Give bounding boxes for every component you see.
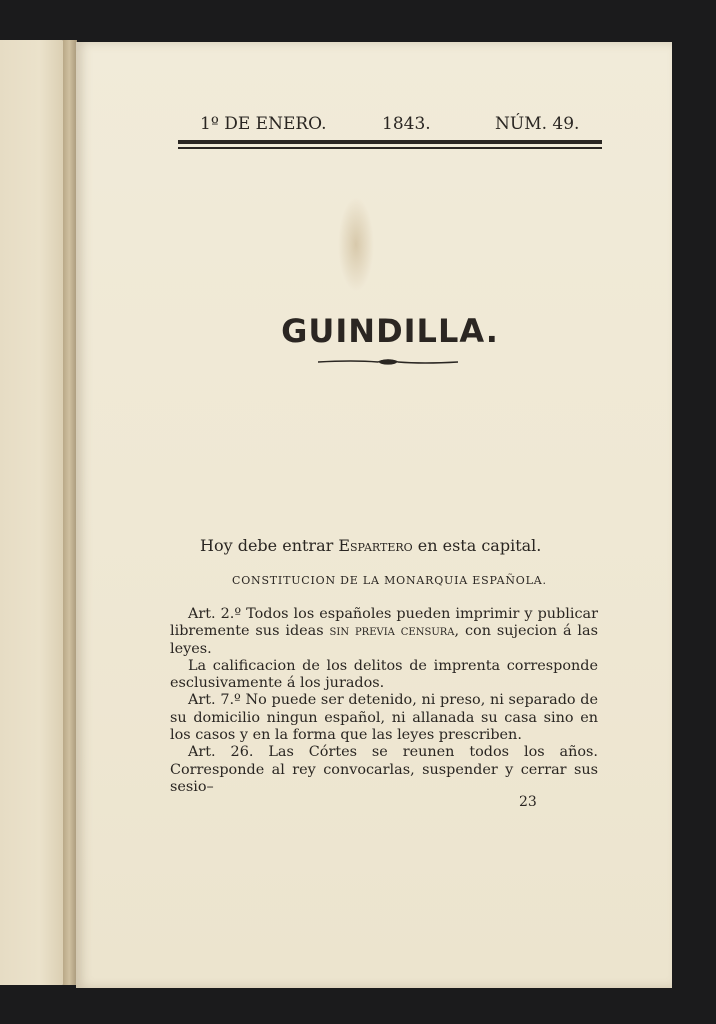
- ornament-divider: [318, 356, 458, 368]
- section-title: CONSTITUCION DE LA MONARQUIA ESPAÑOLA.: [232, 574, 547, 587]
- paper-stain: [338, 197, 374, 292]
- article-text: Las Córtes se reunen todos los años. Corresponde al rey convocarlas, suspender y cerrar sus sesio–: [170, 744, 599, 795]
- background-edge: [672, 0, 716, 1024]
- article-body: [170, 606, 598, 796]
- article-text-after: , con sujecion á las leyes.: [170, 623, 598, 657]
- article-text: La calificacion de los delitos de imprenta corresponde esclusivamente á los jurados.: [170, 657, 598, 692]
- issue-year: 1843.: [382, 114, 431, 134]
- notice-before: Hoy debe entrar: [200, 536, 339, 555]
- article-label: Art. 2.º: [188, 606, 242, 622]
- page-sheet: [76, 42, 672, 988]
- notice-after: en esta capital.: [412, 536, 542, 555]
- issue-number: NÚM. 49.: [495, 114, 580, 134]
- article-paragraph: [170, 744, 598, 796]
- article-emphasis: sin previa censura: [329, 623, 455, 640]
- masthead-title: GUINDILLA.: [281, 312, 499, 350]
- facing-page: [0, 40, 66, 985]
- header-rule-thin: [178, 147, 602, 149]
- article-paragraph: [170, 658, 598, 693]
- issue-date: 1º DE ENERO.: [200, 114, 327, 134]
- notice-line: [200, 536, 540, 555]
- article-text: No puede ser detenido, ni preso, ni separado de su domicilio ningun español, ni allanada su casa sino en los casos y en la forma que las leyes prescriben.: [170, 692, 599, 744]
- article-paragraph: [170, 692, 598, 744]
- article-paragraph: [170, 606, 598, 658]
- article-label: Art. 7.º: [188, 692, 241, 709]
- book-gutter: [63, 40, 77, 985]
- header-rule-thick: [178, 140, 602, 144]
- notice-name: Espartero: [338, 536, 413, 555]
- issue-header: [200, 114, 580, 140]
- page-number: 23: [519, 794, 537, 810]
- article-label: Art. 26.: [188, 744, 254, 761]
- article-text: Todos los españoles pueden imprimir y publicar libremente sus ideas: [170, 606, 598, 640]
